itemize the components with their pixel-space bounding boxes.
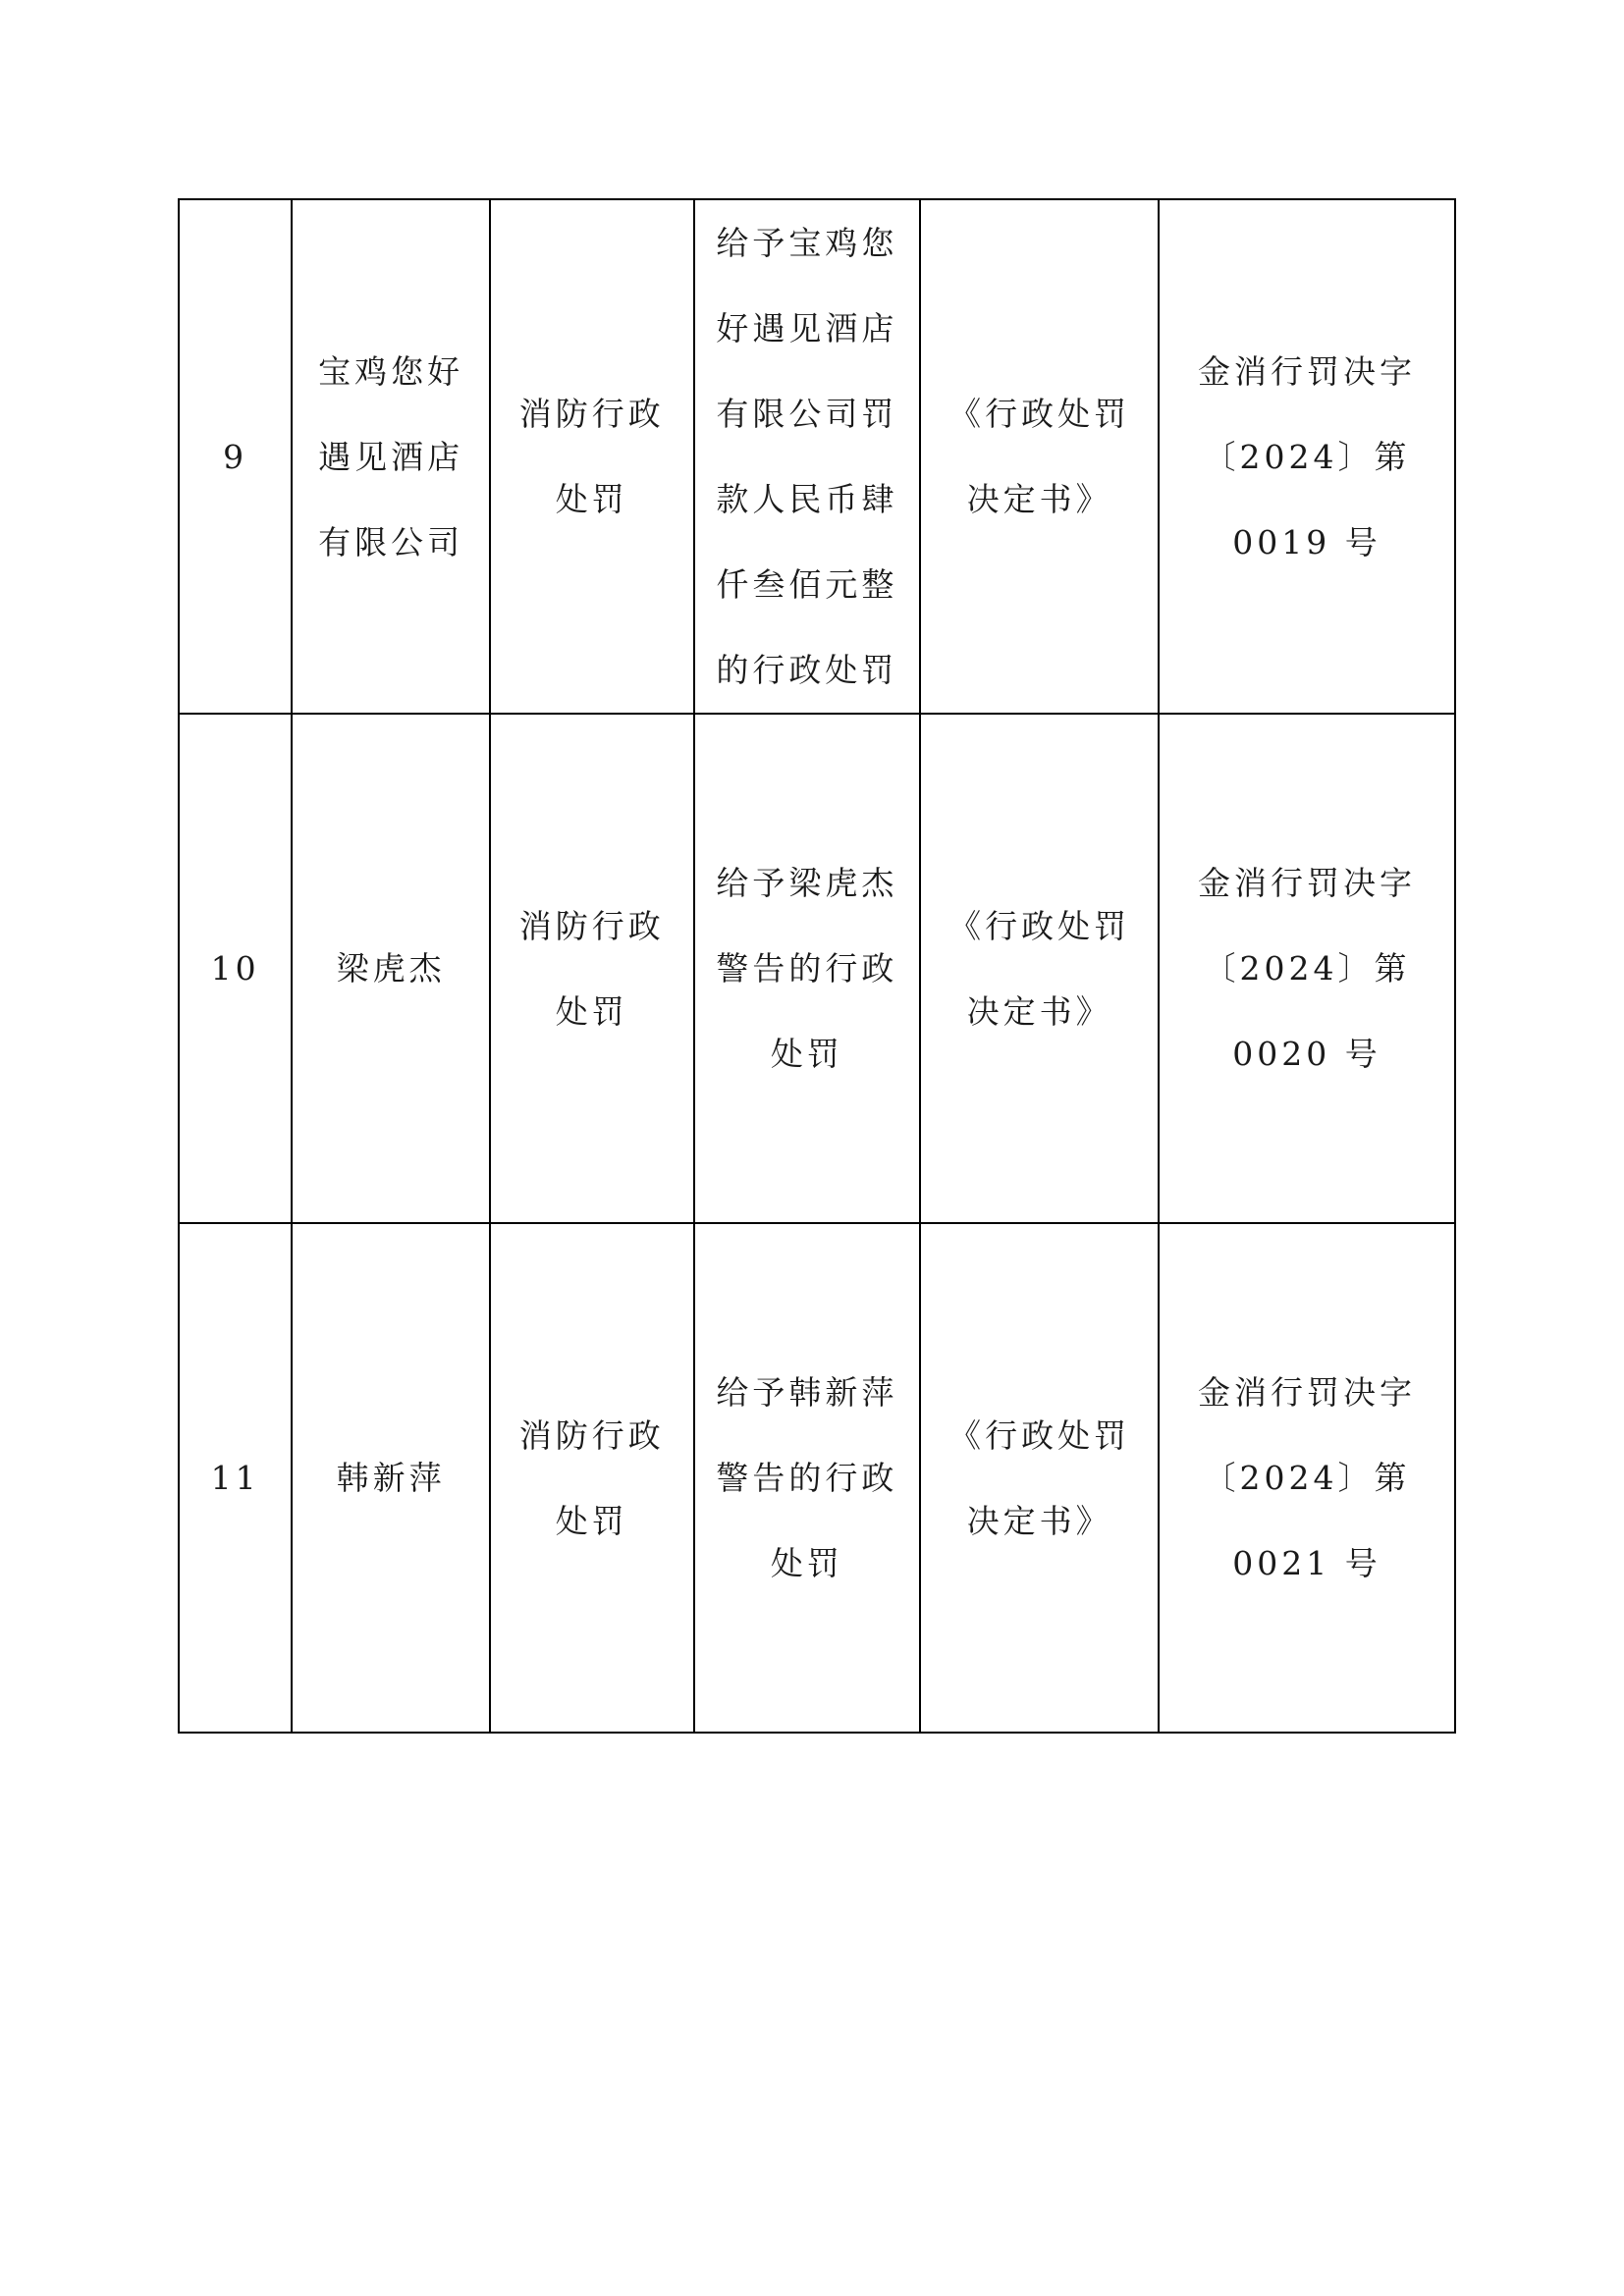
document-type-cell bbox=[920, 199, 1159, 714]
party-name-cell bbox=[292, 1223, 490, 1733]
document-number-line-2: 〔2024〕第 bbox=[1203, 1459, 1411, 1497]
document-number-cell bbox=[1159, 714, 1455, 1223]
penalty-content: 给予韩新萍警告的行政处罚 bbox=[716, 1373, 898, 1582]
row-number: 10 bbox=[210, 949, 260, 988]
document-type: 《行政处罚决定书》 bbox=[948, 906, 1131, 1031]
row-number: 9 bbox=[223, 437, 248, 476]
row-number-cell bbox=[179, 199, 292, 714]
document-number-line-3: 0020 号 bbox=[1232, 1035, 1381, 1073]
document-type-cell bbox=[920, 1223, 1159, 1733]
party-name: 韩新萍 bbox=[336, 1459, 446, 1497]
penalty-content: 给予梁虎杰警告的行政处罚 bbox=[716, 864, 898, 1073]
document-type: 《行政处罚决定书》 bbox=[948, 1415, 1131, 1540]
document-number-line-1: 金消行罚决字 bbox=[1198, 864, 1416, 902]
document-number-line-1: 金消行罚决字 bbox=[1198, 1373, 1416, 1412]
table-row bbox=[179, 1223, 1455, 1733]
penalty-content-cell bbox=[694, 714, 921, 1223]
document-number-line-3: 0021 号 bbox=[1232, 1544, 1381, 1582]
penalty-content: 给予宝鸡您好遇见酒店有限公司罚款人民币肆仟叁佰元整的行政处罚 bbox=[716, 224, 898, 689]
penalty-type: 消防行政处罚 bbox=[518, 906, 665, 1031]
penalty-table bbox=[178, 198, 1456, 1734]
document-number-line-2: 〔2024〕第 bbox=[1203, 437, 1411, 476]
party-name: 宝鸡您好遇见酒店有限公司 bbox=[318, 351, 464, 561]
document-number-line-1: 金消行罚决字 bbox=[1198, 351, 1416, 391]
row-number-cell bbox=[179, 1223, 292, 1733]
document-number-cell bbox=[1159, 199, 1455, 714]
document-number-line-3: 0019 号 bbox=[1232, 522, 1381, 561]
row-number: 11 bbox=[210, 1459, 260, 1497]
penalty-type: 消防行政处罚 bbox=[518, 395, 665, 518]
party-name-cell bbox=[292, 714, 490, 1223]
penalty-type-cell bbox=[490, 1223, 694, 1733]
table-row bbox=[179, 714, 1455, 1223]
document-type-cell bbox=[920, 714, 1159, 1223]
document-number-line-2: 〔2024〕第 bbox=[1203, 949, 1411, 988]
party-name: 梁虎杰 bbox=[336, 949, 446, 988]
penalty-content-cell bbox=[694, 199, 921, 714]
penalty-content-cell bbox=[694, 1223, 921, 1733]
document-number-cell bbox=[1159, 1223, 1455, 1733]
penalty-type-cell bbox=[490, 199, 694, 714]
party-name-cell bbox=[292, 199, 490, 714]
table-row bbox=[179, 199, 1455, 714]
penalty-type-cell bbox=[490, 714, 694, 1223]
penalty-type: 消防行政处罚 bbox=[518, 1415, 665, 1540]
document-type: 《行政处罚决定书》 bbox=[948, 395, 1131, 518]
row-number-cell bbox=[179, 714, 292, 1223]
